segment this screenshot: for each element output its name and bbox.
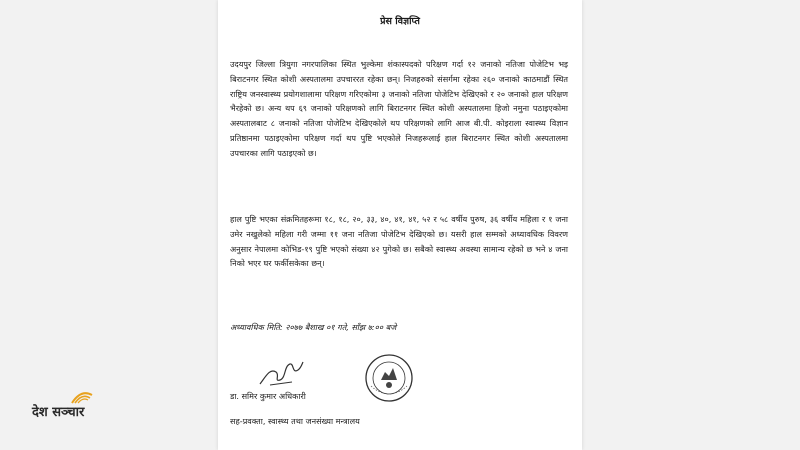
document-title: प्रेस विज्ञप्ति: [380, 16, 420, 27]
body-paragraph-2: हाल पुष्टि भएका संक्रमितहरूमा १८, १८, २०, ३३, ४०, ४१, ४१, ५२ र ५८ वर्षीय पुरुष, ३६ वर्षीय महिला र १ जना उमेर नखुलेको महिला गरी जम्मा ११ जना नतिजा पोजेटिभ देखिएको छ। यसरी हाल सम्मको अध्यावधिक विवरण अनुसार नेपालमा कोभिड-१९ पुष्टि भएको संख्या ४२ पुगेको छ। सबैको स्वास्थ्य अवस्था सामान्य रहेको छ भने ४ जना निको भएर घर फर्कीसकेका छन्।: [230, 214, 568, 269]
signer-role: सह-प्रवक्ता, स्वास्थ्य तथा जनसंख्या मन्त्रालय: [230, 416, 360, 426]
signer-name: डा. समिर कुमार अधिकारी: [230, 391, 306, 401]
handwritten-signature: [256, 358, 306, 390]
brand-logo: [32, 385, 152, 433]
body-paragraph-1: उदयपुर जिल्ला त्रियुगा नगरपालिका स्थित भुल्केमा शंकास्पदको परिक्षण गर्दा १२ जनाको नतिजा पोजेटिभ भइ बिराटनगर स्थित कोशी अस्पतालमा उपचाररत रहेका छन्। निजहरुको संसर्गमा रहेका २६० जनाको काठमाडौं स्थित राष्ट्रिय जनस्वास्थ्य प्रयोगशालामा परिक्षण गरिएकोमा ३ जनाको नतिजा पोजेटिभ देखिएको र २० जनाको हाल परिक्षण भैरहेको छ। अन्य थप ६९ जनाको परिक्षणको लागि बिराटनगर स्थित कोशी अस्पतालमा हिजो नमुना पठाइएकोमा अस्पतालबाट ८ जनाको नतिजा पोजेटिभ देखिएकोले थप परिक्षणको लागि आज बी.पी. कोइराला स्वास्थ्य विज्ञान प्रतिष्ठानमा पठाइएकोमा परिक्षण गर्दा थप पुष्टि भएकोले निजहरूलाई हाल बिराटनगर स्थित कोशी अस्पतालमा उपचारका लागि पठाइएको छ।: [230, 59, 568, 158]
update-dateline: अध्यावधिक मिति: २०७७ बैशाख ०१ गते, साँझ ७:०० बजे: [230, 322, 397, 332]
ministry-seal-icon: [363, 352, 415, 404]
press-release-document: [218, 0, 582, 450]
brand-name: देश सञ्चार: [32, 405, 85, 420]
